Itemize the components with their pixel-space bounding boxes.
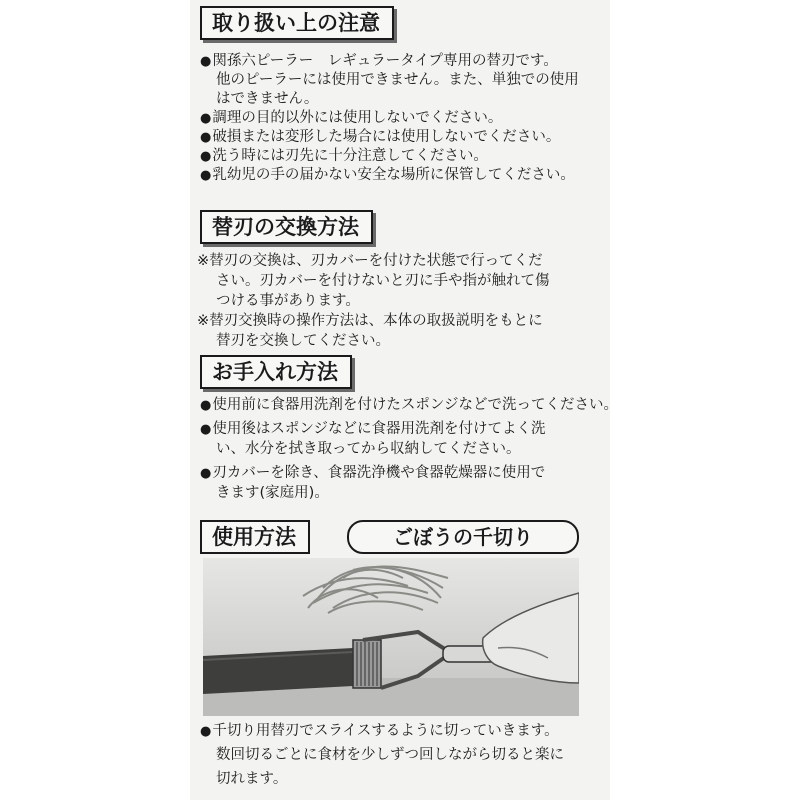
usage-item: ●千切り用替刃でスライスするように切っていきます。 xyxy=(200,723,559,739)
precaution-item: ●調理の目的以外には使用しないでください。 xyxy=(200,110,503,126)
precaution-item: ●洗う時には刃先に十分注意してください。 xyxy=(200,148,488,164)
usage-item-cont: 数回切るごとに食材を少しずつ回しながら切ると楽に xyxy=(216,747,564,763)
precaution-item: ●乳幼児の手の届かない安全な場所に保管してください。 xyxy=(200,167,575,183)
replacement-note-cont: つける事があります。 xyxy=(216,293,360,309)
care-heading: お手入れ方法 xyxy=(200,355,352,389)
care-item-cont: きます(家庭用)。 xyxy=(216,485,329,501)
peeler-illustration xyxy=(203,558,579,716)
usage-heading: 使用方法 xyxy=(200,520,310,554)
replacement-note: ※替刃の交換は、刃カバーを付けた状態で行ってくだ xyxy=(197,253,543,269)
peeler-photo xyxy=(203,558,579,716)
replacement-note: ※替刃交換時の操作方法は、本体の取扱説明をもとに xyxy=(197,313,543,329)
precaution-item-cont: はできません。 xyxy=(216,91,319,107)
precautions-heading: 取り扱い上の注意 xyxy=(200,6,394,40)
precaution-item-cont: 他のピーラーには使用できません。また、単独での使用 xyxy=(216,72,579,88)
shredded-burdock xyxy=(303,566,448,613)
care-item: ●刃カバーを除き、食器洗浄機や食器乾燥器に使用で xyxy=(200,465,546,481)
precaution-item: ●関孫六ピーラー レギュラータイプ専用の替刃です。 xyxy=(200,53,558,69)
replacement-note-cont: さい。刃カバーを付けないと刃に手や指が触れて傷 xyxy=(216,273,550,289)
replacement-note-cont: 替刃を交換してください。 xyxy=(216,333,390,349)
burdock-julienne-label: ごぼうの千切り xyxy=(347,520,579,554)
care-item: ●使用後はスポンジなどに食器用洗剤を付けてよく洗 xyxy=(200,421,546,437)
usage-item-cont: 切れます。 xyxy=(216,771,288,787)
care-item: ●使用前に食器用洗剤を付けたスポンジなどで洗ってください。 xyxy=(200,397,618,413)
care-item-cont: い、水分を拭き取ってから収納してください。 xyxy=(216,441,521,457)
precaution-item: ●破損または変形した場合には使用しないでください。 xyxy=(200,129,561,145)
replacement-heading: 替刃の交換方法 xyxy=(200,210,373,244)
